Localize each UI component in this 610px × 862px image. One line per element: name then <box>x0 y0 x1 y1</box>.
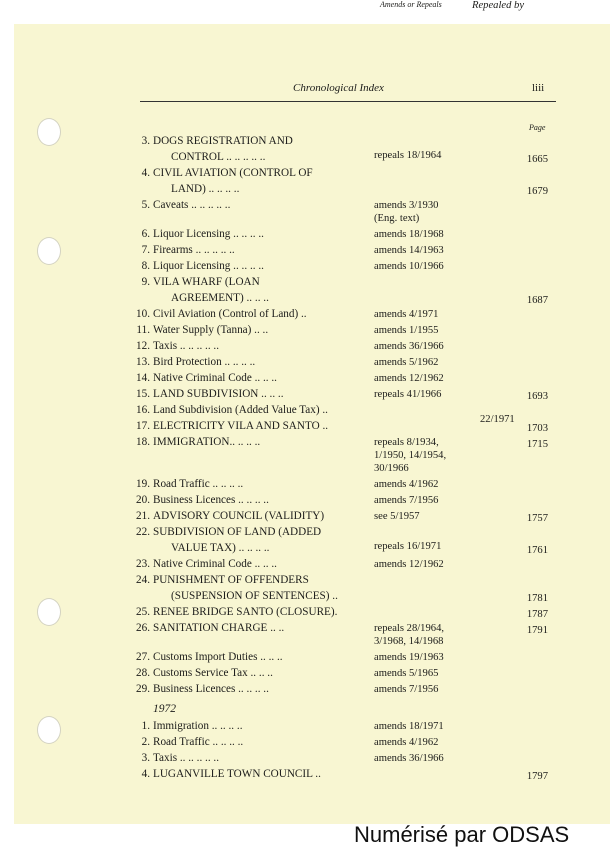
entry-title <box>153 556 379 572</box>
entry-amends-line: repeals 28/1964, <box>374 623 445 634</box>
entry-title-line: AGREEMENT) .. .. .. <box>171 292 269 304</box>
entry-title-line: Bird Protection .. .. .. .. <box>153 356 256 368</box>
entry-title-line: VILA WHARF (LOAN <box>153 276 260 288</box>
index-entry <box>134 665 564 681</box>
entry-amends-line: amends 7/1956 <box>374 495 439 506</box>
entry-number: 22. <box>136 526 150 538</box>
entry-title-line: Taxis .. .. .. .. .. <box>153 752 220 764</box>
entry-number: 28. <box>136 667 150 679</box>
entry-number: 14. <box>136 372 150 384</box>
entry-number: 7. <box>141 244 150 256</box>
index-entry <box>134 258 564 274</box>
entry-number: 25. <box>136 606 150 618</box>
entry-repealed-by: 22/1971 <box>480 414 515 425</box>
entry-amends <box>374 510 474 523</box>
entry-amends <box>374 308 474 321</box>
entry-number: 15. <box>136 388 150 400</box>
binder-hole <box>37 598 61 626</box>
entry-title-line: Water Supply (Tanna) .. .. <box>153 324 269 336</box>
entry-title <box>153 476 379 492</box>
entries-1971 <box>134 133 564 697</box>
entry-number: 3. <box>141 752 150 764</box>
entry-amends <box>374 149 474 162</box>
entry-title-line: (SUSPENSION OF SENTENCES) .. <box>171 590 338 602</box>
entry-title-line: PUNISHMENT OF OFFENDERS <box>153 574 309 586</box>
entry-amends-line: amends 1/1955 <box>374 325 439 336</box>
index-entry <box>134 492 564 508</box>
year-heading: 1972 <box>153 703 176 715</box>
index-entry <box>134 418 564 434</box>
entry-amends <box>374 436 474 475</box>
entry-page: 1687 <box>526 295 548 306</box>
entry-page: 1757 <box>526 513 548 524</box>
entry-title-line: DOGS REGISTRATION AND <box>153 135 293 147</box>
entry-title-line: Caveats .. .. .. .. .. <box>153 199 231 211</box>
entry-number: 24. <box>136 574 150 586</box>
index-entry <box>134 734 564 750</box>
index-entry <box>134 370 564 386</box>
index-entry <box>134 620 564 649</box>
entry-amends-line: repeals 18/1964 <box>374 150 442 161</box>
index-entry <box>134 718 564 734</box>
entry-number: 10. <box>136 308 150 320</box>
entry-title <box>153 418 379 434</box>
entry-title <box>153 402 379 418</box>
entry-amends <box>374 540 474 553</box>
entry-amends <box>374 478 474 491</box>
entry-number: 9. <box>141 276 150 288</box>
index-entry <box>134 681 564 697</box>
entry-amends-line: repeals 8/1934, <box>374 437 439 448</box>
entry-title <box>153 226 379 242</box>
entry-amends <box>374 372 474 385</box>
column-header-amends: Amends or Repeals <box>380 0 442 9</box>
entry-amends <box>374 622 474 648</box>
entry-title <box>153 524 379 556</box>
entry-page: 1703 <box>526 423 548 434</box>
entry-title-line: Business Licences .. .. .. .. <box>153 683 269 695</box>
entry-amends-line: amends 10/1966 <box>374 261 444 272</box>
entry-amends-line: amends 4/1962 <box>374 737 439 748</box>
entry-title <box>153 354 379 370</box>
entry-amends <box>374 199 474 225</box>
entry-page: 1715 <box>526 439 548 450</box>
entry-number: 16. <box>136 404 150 416</box>
entry-amends-line: amends 5/1962 <box>374 357 439 368</box>
entry-amends <box>374 244 474 257</box>
entry-title-line: Liquor Licensing .. .. .. .. <box>153 228 264 240</box>
entry-number: 1. <box>141 720 150 732</box>
page-number: liii <box>532 82 545 94</box>
entry-number: 19. <box>136 478 150 490</box>
index-entry <box>134 434 564 476</box>
index-entry <box>134 750 564 766</box>
index-entry <box>134 649 564 665</box>
entry-title-line: Customs Service Tax .. .. .. <box>153 667 273 679</box>
entry-title-line: Native Criminal Code .. .. .. <box>153 372 277 384</box>
entry-title <box>153 508 379 524</box>
entry-title-line: Immigration .. .. .. .. <box>153 720 243 732</box>
index-entry <box>134 476 564 492</box>
entry-title <box>153 492 379 508</box>
entry-amends <box>374 340 474 353</box>
entry-number: 27. <box>136 651 150 663</box>
entry-number: 21. <box>136 510 150 522</box>
entry-title <box>153 306 379 322</box>
entry-amends-line: amends 36/1966 <box>374 753 444 764</box>
entry-amends-line: amends 14/1963 <box>374 245 444 256</box>
entry-title-line: Business Licences .. .. .. .. <box>153 494 269 506</box>
entry-page: 1797 <box>526 771 548 782</box>
entry-title <box>153 258 379 274</box>
entry-title-line: LUGANVILLE TOWN COUNCIL .. <box>153 768 321 780</box>
entry-title-line: CONTROL .. .. .. .. .. <box>171 151 266 163</box>
entry-amends <box>374 651 474 664</box>
entry-number: 4. <box>141 167 150 179</box>
entry-title-line: LAND) .. .. .. .. <box>171 183 240 195</box>
column-header-repealed: Repealed by <box>472 0 525 11</box>
entry-page: 1761 <box>526 545 548 556</box>
running-title: Chronological Index <box>293 82 384 94</box>
entry-number: 6. <box>141 228 150 240</box>
entry-title <box>153 665 379 681</box>
entry-title <box>153 386 379 402</box>
entry-number: 18. <box>136 436 150 448</box>
entry-amends <box>374 752 474 765</box>
entry-amends-line: amends 3/1930 <box>374 200 439 211</box>
entry-title-line: CIVIL AVIATION (CONTROL OF <box>153 167 313 179</box>
entry-title <box>153 338 379 354</box>
entry-title-line: SUBDIVISION OF LAND (ADDED <box>153 526 322 538</box>
entry-title <box>153 242 379 258</box>
index-entry <box>134 508 564 524</box>
entry-amends <box>374 228 474 241</box>
entry-title <box>153 620 379 636</box>
entry-amends <box>374 494 474 507</box>
entry-title-line: IMMIGRATION.. .. .. .. <box>153 436 261 448</box>
entry-amends <box>374 260 474 273</box>
entry-amends-line: amends 12/1962 <box>374 559 444 570</box>
entry-title-line: Customs Import Duties .. .. .. <box>153 651 283 663</box>
entry-amends-line: see 5/1957 <box>374 511 420 522</box>
entry-amends <box>374 388 474 401</box>
entry-amends <box>374 356 474 369</box>
entry-amends-line: 30/1966 <box>374 463 409 474</box>
entry-amends-line: amends 7/1956 <box>374 684 439 695</box>
entry-title <box>153 649 379 665</box>
index-entry <box>134 354 564 370</box>
index-entry <box>134 766 564 782</box>
entry-number: 2. <box>141 736 150 748</box>
entry-amends-line: amends 12/1962 <box>374 373 444 384</box>
entry-title-line: SANITATION CHARGE .. .. <box>153 622 285 634</box>
index-entry <box>134 386 564 402</box>
index-entry <box>134 306 564 322</box>
entry-number: 12. <box>136 340 150 352</box>
entry-title-line: Liquor Licensing .. .. .. .. <box>153 260 264 272</box>
entry-amends <box>374 558 474 571</box>
entry-title-line: Land Subdivision (Added Value Tax) .. <box>153 404 328 416</box>
binder-hole <box>37 118 61 146</box>
entry-amends-line: amends 4/1962 <box>374 479 439 490</box>
index-entry <box>134 274 564 306</box>
index-entry <box>134 165 564 197</box>
entry-title <box>153 766 379 782</box>
entry-number: 26. <box>136 622 150 634</box>
entry-number: 8. <box>141 260 150 272</box>
entry-amends-line: amends 4/1971 <box>374 309 439 320</box>
entry-title <box>153 274 379 306</box>
entry-number: 3. <box>141 135 150 147</box>
entry-amends-line: amends 5/1965 <box>374 668 439 679</box>
index-entry <box>134 604 564 620</box>
entry-number: 17. <box>136 420 150 432</box>
entry-title <box>153 572 379 604</box>
entry-amends-line: amends 18/1968 <box>374 229 444 240</box>
entry-title-line: Civil Aviation (Control of Land) .. <box>153 308 307 320</box>
entry-title-line: Taxis .. .. .. .. .. <box>153 340 220 352</box>
entry-title <box>153 718 379 734</box>
index-entry <box>134 133 564 165</box>
entry-number: 29. <box>136 683 150 695</box>
entry-amends-line: amends 18/1971 <box>374 721 444 732</box>
scan-watermark: Numérisé par ODSAS <box>354 822 570 847</box>
index-entry <box>134 226 564 242</box>
index-entry <box>134 402 564 425</box>
entry-title <box>153 370 379 386</box>
entry-title <box>153 604 379 620</box>
entry-number: 11. <box>136 324 150 336</box>
entry-amends-line: 1/1950, 14/1954, <box>374 450 447 461</box>
entry-page: 1693 <box>526 391 548 402</box>
entry-page: 1665 <box>526 154 548 165</box>
entry-amends-line: amends 36/1966 <box>374 341 444 352</box>
entry-title-line: Road Traffic .. .. .. .. <box>153 478 244 490</box>
entry-title-line: LAND SUBDIVISION .. .. .. <box>153 388 284 400</box>
column-header-page: Page <box>529 123 546 132</box>
index-entry <box>134 322 564 338</box>
entry-page: 1791 <box>526 625 548 636</box>
binder-hole <box>37 716 61 744</box>
index-entry <box>134 572 564 604</box>
index-entry <box>134 242 564 258</box>
entry-amends-line: 3/1968, 14/1968 <box>374 636 444 647</box>
entry-title <box>153 681 379 697</box>
binder-hole <box>37 237 61 265</box>
entry-title <box>153 165 379 197</box>
entry-number: 23. <box>136 558 150 570</box>
entry-title-line: Road Traffic .. .. .. .. <box>153 736 244 748</box>
entry-amends-line: repeals 16/1971 <box>374 541 442 552</box>
entry-title-line: Native Criminal Code .. .. .. <box>153 558 277 570</box>
entry-page: 1787 <box>526 609 548 620</box>
entry-amends-line: repeals 41/1966 <box>374 389 442 400</box>
entry-number: 4. <box>141 768 150 780</box>
index-entry <box>134 197 564 226</box>
entry-title <box>153 750 379 766</box>
entry-title <box>153 133 379 165</box>
entry-title-line: VALUE TAX) .. .. .. .. <box>171 542 270 554</box>
entry-title <box>153 734 379 750</box>
index-entry <box>134 556 564 572</box>
index-entry <box>134 338 564 354</box>
index-entry <box>134 524 564 556</box>
entries-1972 <box>134 718 564 782</box>
entry-title-line: Firearms .. .. .. .. .. <box>153 244 235 256</box>
header-rule <box>140 101 556 102</box>
entry-amends <box>374 720 474 733</box>
entry-number: 5. <box>141 199 150 211</box>
entry-title-line: RENEE BRIDGE SANTO (CLOSURE). <box>153 606 338 618</box>
entry-title <box>153 197 379 213</box>
entry-amends <box>374 736 474 749</box>
entry-page: 1781 <box>526 593 548 604</box>
entry-title <box>153 434 379 450</box>
entry-title-line: ELECTRICITY VILA AND SANTO .. <box>153 420 329 432</box>
entry-amends <box>374 667 474 680</box>
entry-title <box>153 322 379 338</box>
entry-amends-line: amends 19/1963 <box>374 652 444 663</box>
entry-number: 20. <box>136 494 150 506</box>
entry-amends <box>374 324 474 337</box>
entry-number: 13. <box>136 356 150 368</box>
entry-page: 1679 <box>526 186 548 197</box>
entry-amends-line: (Eng. text) <box>374 213 420 224</box>
entry-title-line: ADVISORY COUNCIL (VALIDITY) <box>153 510 325 522</box>
entry-amends <box>374 683 474 696</box>
